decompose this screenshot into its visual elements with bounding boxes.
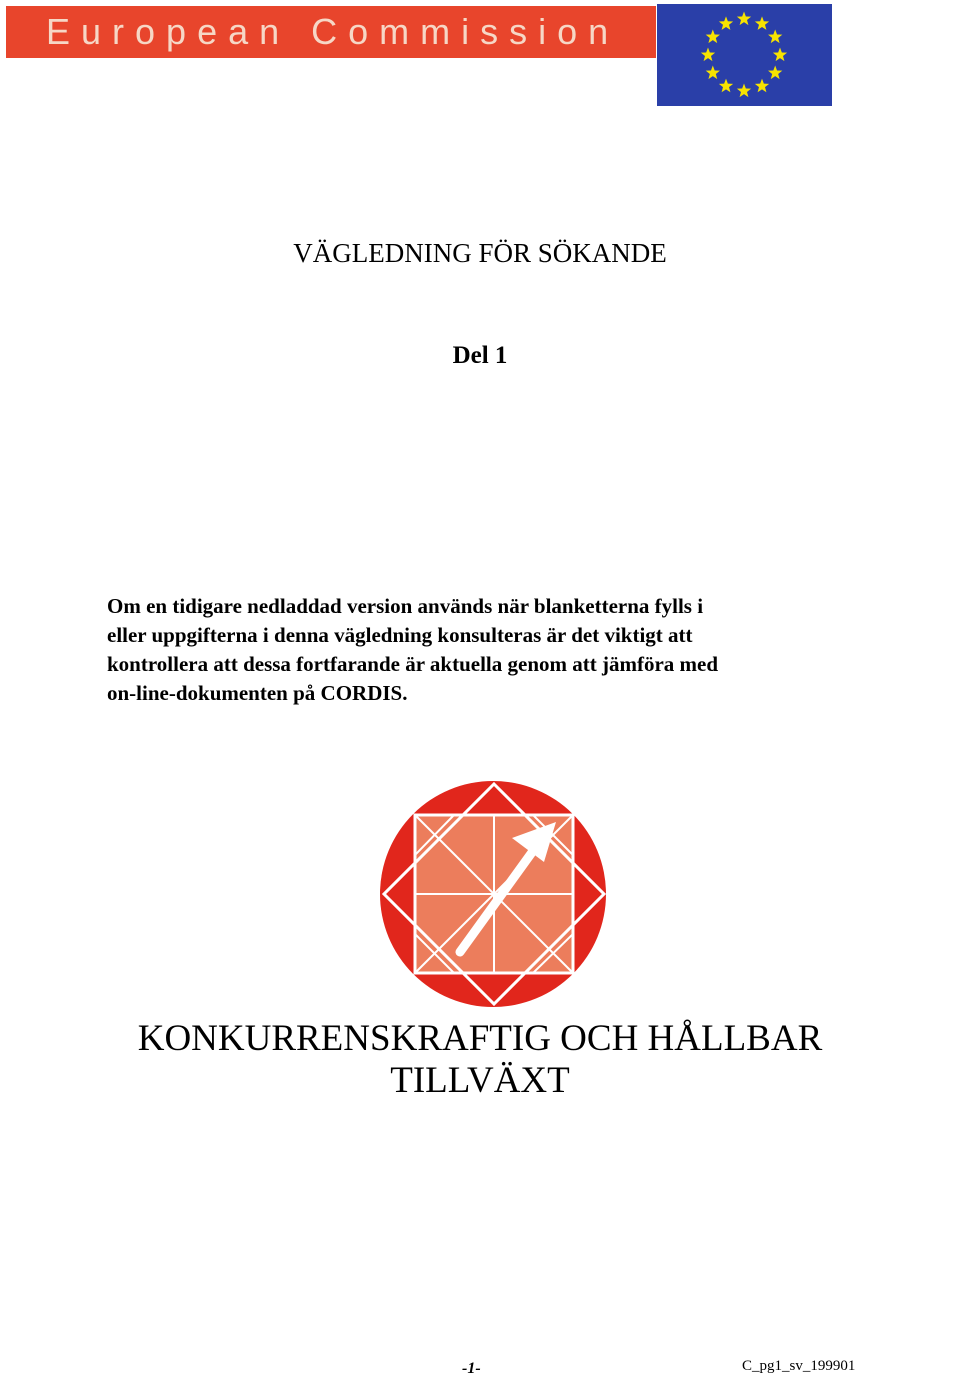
banner-title: European Commission (46, 11, 620, 52)
eu-star-icon (755, 79, 769, 93)
slogan (0, 1018, 960, 1102)
eu-star-icon (773, 48, 787, 62)
eu-star-icon (719, 79, 733, 93)
slogan-line: TILLVÄXT (390, 1060, 570, 1101)
growth-emblem-icon (378, 780, 610, 1013)
eu-flag-icon (657, 4, 832, 106)
notice-line: on-line-dokumenten på CORDIS. (107, 681, 408, 705)
eu-star-icon (768, 66, 782, 80)
european-commission-banner (6, 6, 656, 58)
eu-star-icon (706, 66, 720, 80)
notice-line: Om en tidigare nedladdad version används när blanketterna fylls i (107, 594, 704, 618)
eu-star-icon (768, 30, 782, 44)
eu-star-icon (737, 12, 751, 26)
eu-star-icon (719, 16, 733, 30)
page-number: -1- (462, 1360, 481, 1377)
version-notice (107, 592, 867, 708)
notice-line: kontrollera att dessa fortfarande är aktuella genom att jämföra med (107, 652, 719, 676)
eu-star-icon (706, 30, 720, 44)
eu-star-icon (701, 48, 715, 62)
document-title: VÄGLEDNING FÖR SÖKANDE (293, 238, 667, 268)
document-part: Del 1 (452, 342, 508, 369)
document-code: C_pg1_sv_199901 (742, 1358, 856, 1374)
eu-star-icon (737, 84, 751, 98)
slogan-line: KONKURRENSKRAFTIG OCH HÅLLBAR (137, 1018, 823, 1059)
notice-line: eller uppgifterna i denna vägledning konsulteras är det viktigt att (107, 623, 693, 647)
eu-star-icon (755, 16, 769, 30)
